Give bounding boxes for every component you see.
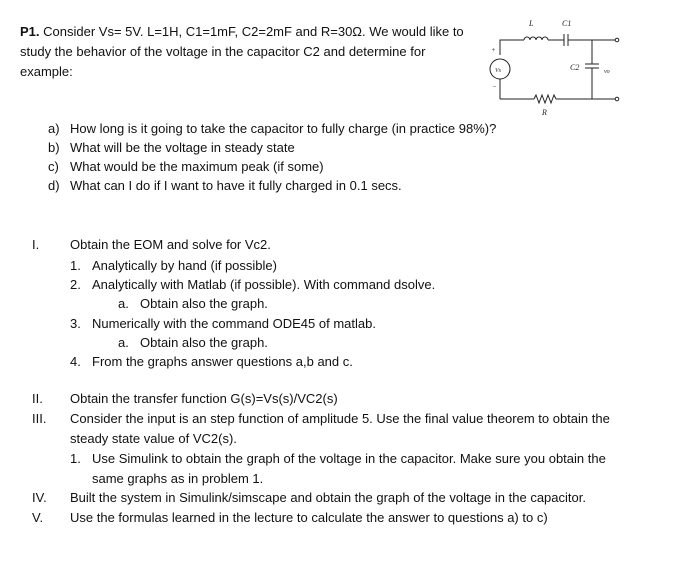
list-item-mark: 4. xyxy=(70,354,81,369)
label-C2: C2 xyxy=(570,63,580,72)
problem-intro xyxy=(20,22,480,82)
list-item-text: From the graphs answer questions a,b and c. xyxy=(92,354,353,369)
task-text: Use the formulas learned in the lecture to calculate the answer to questions a) to c) xyxy=(70,510,548,525)
inductor xyxy=(524,37,548,40)
resistor xyxy=(534,95,556,103)
list-item-mark: 1. xyxy=(70,451,81,466)
list-item-mark: c) xyxy=(48,159,59,174)
task-mark: II. xyxy=(32,391,43,406)
list-item-cont xyxy=(92,471,263,487)
list-item-mark: 1. xyxy=(70,258,81,273)
problem-intro-text: Consider Vs= 5V. L=1H, C1=1mF, C2=2mF and R=30Ω. We would like to study the behavior of the voltage in the capacitor C2 and determine for example: xyxy=(20,24,464,79)
label-R: R xyxy=(542,108,547,117)
list-item-text: Use Simulink to obtain the graph of the voltage in the capacitor. Make sure you obtain the xyxy=(92,451,606,466)
list-item xyxy=(70,354,353,370)
list-item-text: Numerically with the command ODE45 of matlab. xyxy=(92,316,376,331)
list-item xyxy=(70,258,277,274)
label-plus: + xyxy=(491,46,496,54)
list-item-text: How long is it going to take the capacitor to fully charge (in practice 98%)? xyxy=(70,121,497,136)
list-item-mark: b) xyxy=(48,140,60,155)
task-II xyxy=(32,391,338,407)
task-mark: IV. xyxy=(32,490,47,505)
problem-label: P1. xyxy=(20,24,40,39)
list-item-text: Analytically with Matlab (if possible). With command dsolve. xyxy=(92,277,436,292)
wire-top-left xyxy=(500,40,524,55)
list-item-mark: 2. xyxy=(70,277,81,292)
label-L: L xyxy=(529,19,534,28)
list-item-text: What can I do if I want to have it fully charged in 0.1 secs. xyxy=(70,178,402,193)
circuit-diagram xyxy=(484,12,624,124)
list-item xyxy=(48,178,402,194)
list-item xyxy=(118,335,268,351)
list-item-text: Analytically by hand (if possible) xyxy=(92,258,277,273)
list-item xyxy=(48,159,324,175)
task-I xyxy=(32,237,271,253)
label-vs: Vs xyxy=(495,68,501,74)
list-item-mark: d) xyxy=(48,178,60,193)
task-III-cont xyxy=(70,431,237,447)
list-item xyxy=(48,140,295,156)
task-text: Built the system in Simulink/simscape and obtain the graph of the voltage in the capacitor. xyxy=(70,490,586,505)
list-item-text: same graphs as in problem 1. xyxy=(92,471,264,486)
list-item-mark: a. xyxy=(118,335,129,350)
task-III xyxy=(32,411,610,427)
label-vo: vo xyxy=(604,69,610,75)
task-mark: III. xyxy=(32,411,47,426)
list-item xyxy=(70,316,376,332)
list-item xyxy=(118,296,268,312)
task-text: steady state value of VC2(s). xyxy=(70,431,237,446)
list-item-mark: a. xyxy=(118,296,129,311)
task-mark: I. xyxy=(32,237,40,252)
label-C1: C1 xyxy=(562,19,572,28)
list-item xyxy=(70,451,606,467)
list-item-text: What would be the maximum peak (if some) xyxy=(70,159,324,174)
terminal-top xyxy=(615,38,619,42)
task-mark: V. xyxy=(32,510,44,525)
list-item xyxy=(70,277,435,293)
task-V xyxy=(32,510,548,526)
list-item-text: Obtain also the graph. xyxy=(140,335,268,350)
task-IV xyxy=(32,490,586,506)
list-item-mark: 3. xyxy=(70,316,81,331)
list-item-mark: a) xyxy=(48,121,60,136)
terminal-bottom xyxy=(615,97,619,101)
task-text: Consider the input is an step function of amplitude 5. Use the final value theorem to obtain the xyxy=(70,411,610,426)
list-item-text: What will be the voltage in steady state xyxy=(70,140,295,155)
list-item xyxy=(48,121,496,137)
task-text: Obtain the transfer function G(s)=Vs(s)/VC2(s) xyxy=(70,391,338,406)
task-text: Obtain the EOM and solve for Vc2. xyxy=(70,237,271,252)
list-item-text: Obtain also the graph. xyxy=(140,296,268,311)
label-minus: − xyxy=(492,83,497,91)
